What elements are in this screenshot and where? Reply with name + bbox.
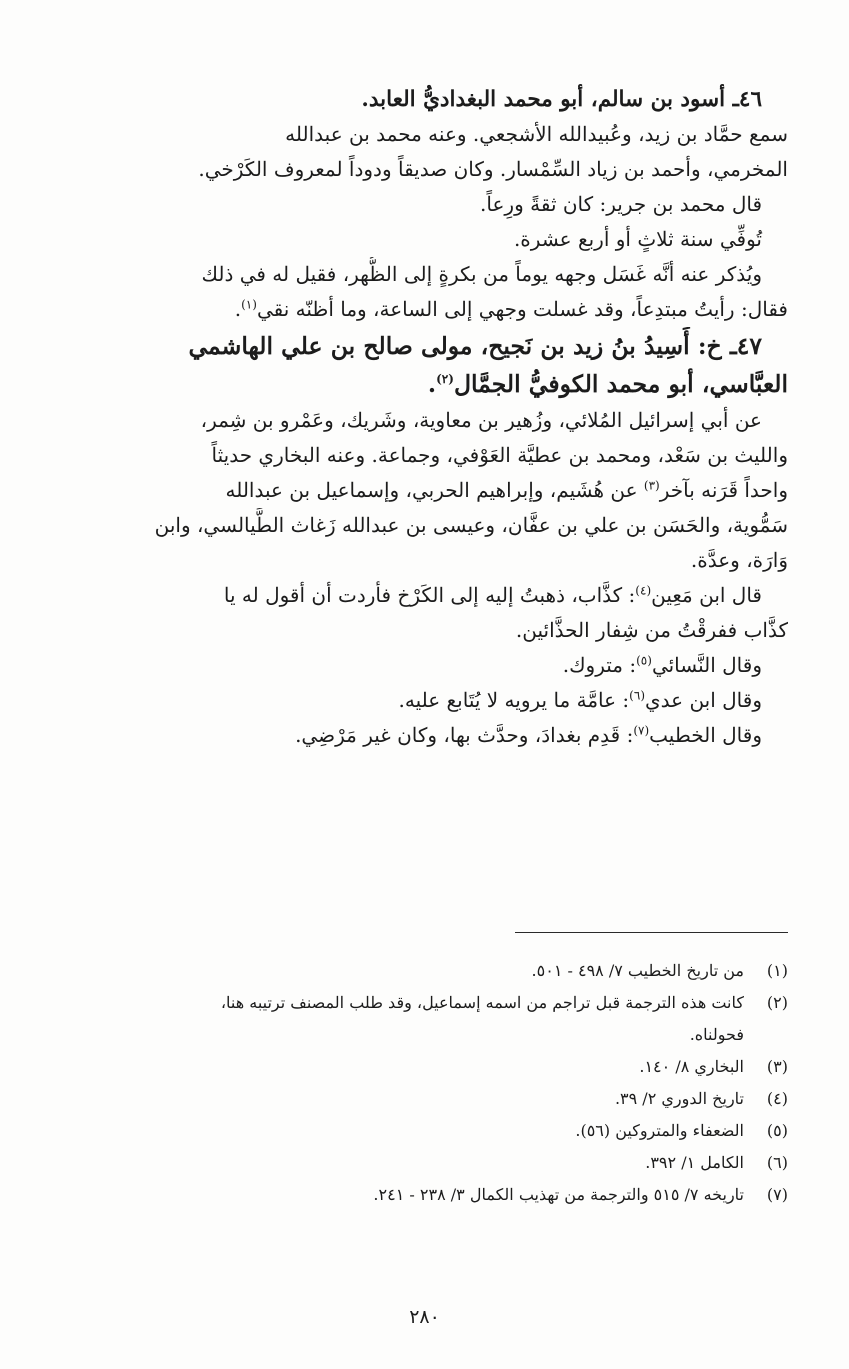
entry-46-heading: ٤٦ـ أسود بن سالم، أبو محمد البغداديُّ العابد. — [361, 87, 762, 112]
footnote-text: من تاريخ الخطيب ٧/ ٤٩٨ - ٥٠١. — [531, 961, 744, 980]
entry-47-line-6-b: : كذَّاب، ذهبتُ إليه إلى الكَرْخ فأردت أن أقول له يا — [223, 583, 636, 607]
footnote-text: الضعفاء والمتروكين (٥٦). — [575, 1121, 744, 1140]
entry-47-line-8-a: وقال النَّسائي — [651, 653, 762, 677]
footnote-item — [42, 1083, 788, 1115]
entry-47-line-2: والليث بن سَعْد، ومحمد بن عطيَّة العَوْفي، وجماعة. وعنه البخاري حديثاً — [211, 443, 788, 467]
entry-47-line-9-b: : عامَّة ما يرويه لا يُتَابع عليه. — [398, 688, 630, 712]
entry-46-line-1: سمع حمَّاد بن زيد، وعُبيدالله الأشجعي. وعنه محمد بن عبدالله — [285, 122, 788, 146]
footnote-number: (٦) — [766, 1153, 788, 1172]
footnote-ref-7: (٧) — [633, 723, 650, 738]
footnote-item — [42, 1179, 788, 1211]
footnote-text: البخاري ٨/ ١٤٠. — [639, 1057, 744, 1076]
entry-47-line-1: عن أبي إسرائيل المُلائي، وزُهير بن معاوية، وشَريك، وعَمْرو بن شِمر، — [200, 408, 762, 432]
entry-47-line-8 — [42, 648, 788, 683]
footnote-ref-4: (٤) — [635, 583, 652, 598]
entry-47-line-5: وَارَة، وعدَّة. — [690, 548, 788, 572]
footnote-ref-6: (٦) — [629, 688, 645, 703]
entry-46-line-2: المخرمي، وأحمد بن زياد السِّمْسار. وكان صديقاً ودوداً لمعروف الكَرْخي. — [198, 157, 788, 181]
footnotes — [42, 955, 788, 1211]
entry-46-line-3: قال محمد بن جرير: كان ثقةً ورِعاً. — [480, 192, 762, 216]
footnote-number: (١) — [766, 961, 788, 980]
entry-47-line-3 — [42, 473, 788, 508]
entry-47-line-6 — [42, 578, 788, 613]
entry-46-line-5: ويُذكر عنه أنَّه غَسَل وجهه يوماً من بكرةٍ إلى الظُّهر، فقيل له في ذلك — [201, 262, 762, 286]
footnote-text: تاريخه ٧/ ٥١٥ والترجمة من تهذيب الكمال ٣/ ٢٣٨ - ٢٤١. — [373, 1185, 744, 1204]
entry-47-heading-line-2-text: العبَّاسي، أبو محمد الكوفيُّ الجمَّال — [453, 370, 788, 398]
entry-47-heading-line-1: ٤٧ـ خ: أَسِيدُ بنُ زيد بن نَجيح، مولى صالح بن علي الهاشمي — [188, 332, 762, 360]
footnote-number: (٣) — [766, 1057, 788, 1076]
entry-47-line-7: كذَّاب ففرقْتُ من شِفار الحذَّائين. — [515, 618, 788, 642]
entry-47-line-10-a: وقال الخطيب — [649, 723, 762, 747]
entry-47-line-3-a: واحداً قَرَنه بآخر — [659, 478, 788, 502]
entry-46-line-6 — [42, 292, 788, 327]
footnote-number: (٥) — [766, 1121, 788, 1140]
entry-46-line-6-text: فقال: رأيتُ مبتدِعاً، وقد غسلت وجهي إلى الساعة، وما أظنّه نقي — [256, 297, 788, 321]
entry-46-line-4: تُوفِّي سنة ثلاثٍ أو أربع عشرة. — [513, 227, 762, 251]
entry-47-heading-line-2 — [42, 365, 788, 403]
footnote-ref-1: (١) — [241, 297, 257, 312]
entry-46-line-6-end: . — [234, 297, 242, 321]
entry-47-heading-line-2-end: . — [427, 370, 437, 398]
entry-47-line-10-b: : قَدِم بغدادَ، وحدَّث بها، وكان غير مَرْضِي. — [295, 723, 634, 747]
entry-47-line-6-a: قال ابن مَعِين — [651, 583, 762, 607]
footnote-text: تاريخ الدوري ٢/ ٣٩. — [614, 1089, 744, 1108]
footnote-item — [42, 1147, 788, 1179]
footnote-ref-3: (٣) — [643, 478, 660, 493]
entry-47-line-8-b: : متروك. — [562, 653, 637, 677]
entry-47-line-4: سَمُّوية، والحَسَن بن علي بن عفَّان، وعيسى بن عبدالله زَغاث الطَّيالسي، وابن — [154, 513, 788, 537]
footnote-item — [42, 1051, 788, 1083]
entry-47-line-3-b: عن هُشَيم، وإبراهيم الحربي، وإسماعيل بن عبدالله — [225, 478, 644, 502]
footnote-continuation: فحولناه. — [689, 1025, 744, 1044]
footnote-item — [42, 1115, 788, 1147]
footnote-number: (٢) — [766, 993, 788, 1012]
entry-47-line-10 — [42, 718, 788, 753]
footnote-ref-5: (٥) — [636, 653, 652, 668]
entry-47-line-9-a: وقال ابن عدي — [645, 688, 762, 712]
footnote-text: الكامل ١/ ٣٩٢. — [645, 1153, 744, 1172]
main-text — [42, 82, 788, 753]
footnote-number: (٤) — [766, 1089, 788, 1108]
footnote-ref-2: (٢) — [436, 372, 454, 387]
entry-47-line-9 — [42, 683, 788, 718]
page-number: ٢٨٠ — [409, 1306, 440, 1328]
footnote-text: كانت هذه الترجمة قبل تراجم من اسمه إسماعيل، وقد طلب المصنف ترتيبه هنا، — [220, 993, 744, 1012]
footnote-item — [42, 987, 788, 1019]
footnote-separator — [515, 932, 788, 933]
footnote-item — [42, 955, 788, 987]
footnote-number: (٧) — [766, 1185, 788, 1204]
